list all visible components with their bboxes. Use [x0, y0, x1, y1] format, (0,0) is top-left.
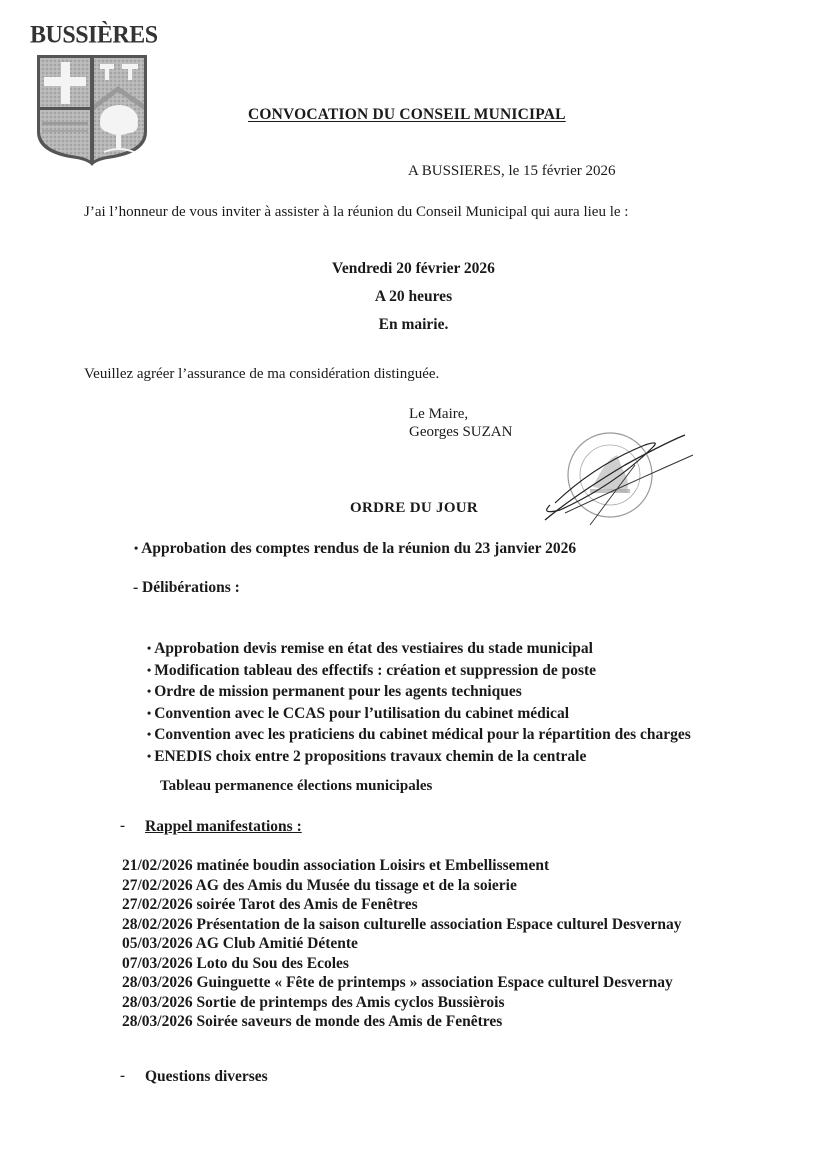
agenda-title: ORDRE DU JOUR [350, 500, 479, 516]
municipal-logo [30, 21, 158, 168]
place-date: A BUSSIERES, le 15 février 2026 [408, 163, 616, 179]
questions-diverses: Questions diverses [145, 1068, 268, 1085]
list-dash: - [120, 818, 125, 834]
event-item: 28/03/2026 Soirée saveurs de monde des Amis de Fenêtres [122, 1013, 503, 1030]
meeting-date: Vendredi 20 février 2026 [332, 260, 495, 277]
coat-of-arms-icon [34, 52, 150, 168]
event-item: 27/02/2026 AG des Amis du Musée du tissage et de la soierie [122, 876, 517, 894]
list-dash: - [120, 1068, 125, 1084]
deliberation-item: • ENEDIS choix entre 2 propositions travaux chemin de la centrale [147, 746, 691, 768]
approval-item: • Approbation des comptes rendus de la réunion du 23 janvier 2026 [134, 540, 576, 558]
mayor-title: Le Maire, [409, 406, 469, 422]
closing-text: Veuillez agréer l’assurance de ma considération distinguée. [84, 366, 440, 382]
rappel-label: Rappel manifestations : [145, 818, 302, 835]
intro-text: J’ai l’honneur de vous inviter à assister à la réunion du Conseil Municipal qui aura lieu le : [84, 204, 629, 220]
event-item: 28/03/2026 Guinguette « Fête de printemps » association Espace culturel Desvernay [122, 974, 673, 991]
deliberations-list [147, 638, 691, 767]
meeting-time: A 20 heures [374, 288, 453, 305]
meeting-location: En mairie. [378, 316, 449, 333]
event-item: 07/03/2026 Loto du Sou des Ecoles [122, 954, 349, 972]
document-title: CONVOCATION DU CONSEIL MUNICIPAL [248, 106, 566, 123]
deliberation-item: • Ordre de mission permanent pour les agents techniques [147, 681, 691, 703]
event-item: 27/02/2026 soirée Tarot des Amis de Fenêtres [122, 896, 418, 913]
tableau-permanence: Tableau permanence élections municipales [160, 778, 433, 794]
deliberation-item: • Convention avec les praticiens du cabinet médical pour la répartition des charges [147, 724, 691, 746]
deliberations-label: - Délibérations : [133, 579, 240, 596]
event-item: 28/02/2026 Présentation de la saison culturelle association Espace culturel Desvernay [122, 915, 682, 933]
official-stamp-icon [535, 425, 695, 535]
mayor-name: Georges SUZAN [409, 424, 513, 440]
events-list [122, 856, 682, 1032]
logo-title: BUSSIÈRES [30, 21, 158, 49]
deliberation-item: • Modification tableau des effectifs : création et suppression de poste [147, 660, 691, 682]
event-item: 28/03/2026 Sortie de printemps des Amis cyclos Bussièrois [122, 993, 505, 1011]
event-item: 21/02/2026 matinée boudin association Loisirs et Embellissement [122, 857, 550, 874]
deliberation-item: • Convention avec le CCAS pour l’utilisation du cabinet médical [147, 703, 691, 725]
deliberation-item: • Approbation devis remise en état des vestiaires du stade municipal [147, 638, 691, 660]
event-item: 05/03/2026 AG Club Amitié Détente [122, 935, 358, 952]
